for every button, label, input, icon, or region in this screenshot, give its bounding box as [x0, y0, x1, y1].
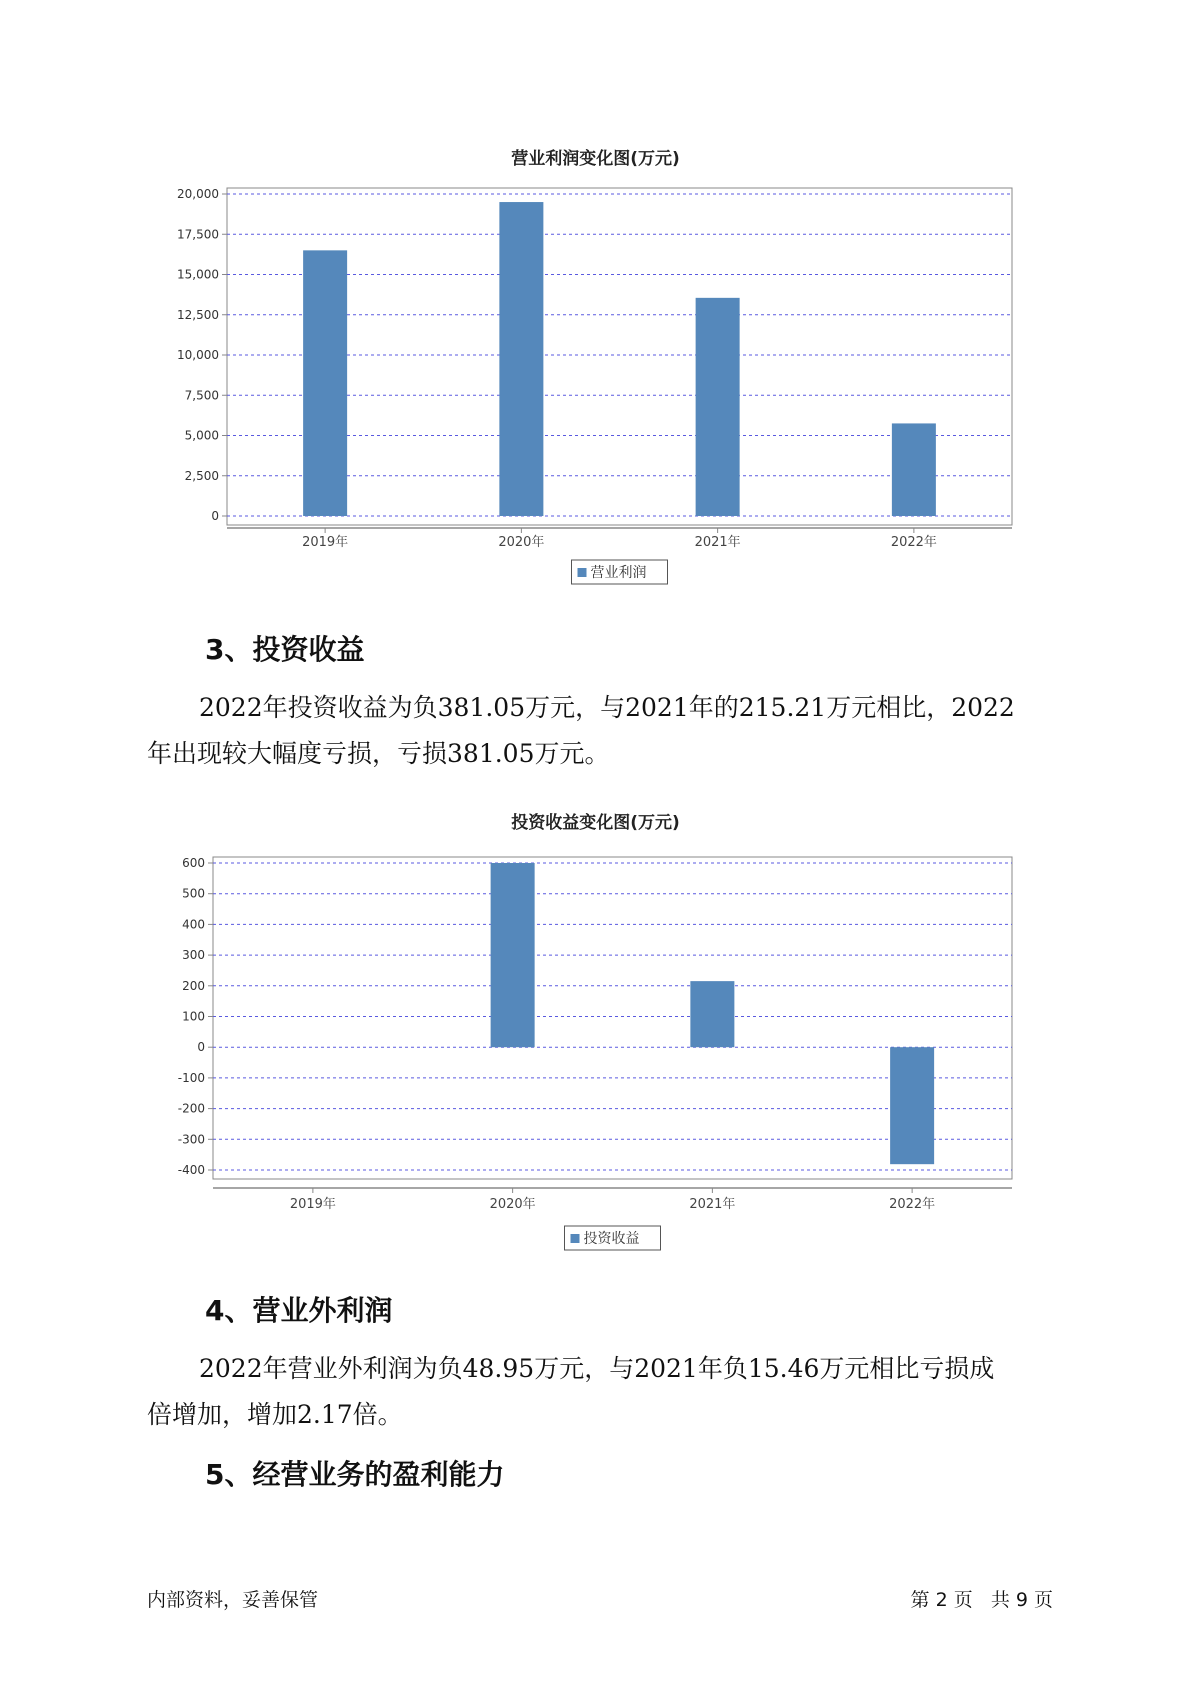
section-heading-non-operating-profit: 4、营业外利润	[205, 1294, 393, 1327]
legend-swatch	[578, 568, 587, 577]
y-tick-label: 600	[182, 856, 205, 870]
y-tick-label: -100	[177, 1070, 205, 1085]
operating-profit-chart	[0, 170, 1191, 610]
y-tick-label: -200	[177, 1101, 205, 1116]
bar	[892, 423, 936, 516]
y-tick-label: 300	[182, 948, 205, 963]
x-tick-label: 2022年	[889, 1197, 936, 1212]
y-tick-label: 20,000	[177, 187, 219, 201]
y-tick-label: 15,000	[177, 267, 219, 282]
paragraph-line: 2022年投资收益为负381.05万元，与2021年的215.21万元相比，2022	[199, 693, 1015, 722]
paragraph-line: 倍增加，增加2.17倍。	[147, 1400, 403, 1429]
x-tick-label: 2020年	[489, 1197, 536, 1212]
x-tick-label: 2021年	[689, 1197, 736, 1212]
bar	[890, 1047, 934, 1164]
paragraph-line: 年出现较大幅度亏损，亏损381.05万元。	[147, 739, 610, 768]
paragraph-investment-income	[147, 685, 1047, 777]
footer-page-number: 第 2 页 共 9 页	[910, 1589, 1053, 1611]
y-tick-label: 100	[182, 1009, 205, 1024]
legend-label: 投资收益	[583, 1231, 640, 1247]
y-tick-label: 12,500	[177, 307, 219, 322]
x-tick-label: 2019年	[302, 535, 349, 550]
y-tick-label: 10,000	[177, 348, 219, 362]
bar	[690, 981, 734, 1047]
y-tick-label: 500	[182, 886, 205, 901]
x-tick-label: 2020年	[498, 535, 545, 550]
bar	[499, 202, 543, 516]
bar	[696, 298, 740, 516]
bar	[303, 250, 347, 516]
paragraph-non-operating-profit	[147, 1346, 1047, 1438]
footer-confidential-note: 内部资料，妥善保管	[147, 1589, 319, 1611]
legend-swatch	[571, 1234, 580, 1243]
y-tick-label: 400	[182, 917, 205, 932]
y-tick-label: 0	[197, 1040, 205, 1055]
chart-title-operating-profit: 营业利润变化图(万元)	[511, 149, 680, 169]
y-tick-label: 7,500	[184, 388, 219, 403]
chart-title-investment-income: 投资收益变化图(万元)	[511, 813, 680, 833]
y-tick-label: -300	[177, 1132, 205, 1147]
y-tick-label: 0	[211, 509, 219, 523]
y-tick-label: 200	[182, 978, 205, 993]
investment-income-chart	[0, 838, 1191, 1248]
y-tick-label: 5,000	[184, 428, 219, 443]
x-tick-label: 2019年	[289, 1197, 336, 1212]
legend-label: 营业利润	[590, 565, 647, 581]
section-heading-investment-income: 3、投资收益	[205, 633, 365, 666]
bar	[491, 863, 535, 1047]
y-tick-label: 2,500	[184, 468, 219, 483]
y-tick-label: 17,500	[177, 227, 219, 242]
section-heading-business-profitability: 5、经营业务的盈利能力	[205, 1458, 505, 1491]
x-tick-label: 2021年	[694, 535, 741, 550]
x-tick-label: 2022年	[890, 535, 937, 550]
paragraph-line: 2022年营业外利润为负48.95万元，与2021年负15.46万元相比亏损成	[199, 1354, 995, 1383]
y-tick-label: -400	[177, 1163, 205, 1177]
